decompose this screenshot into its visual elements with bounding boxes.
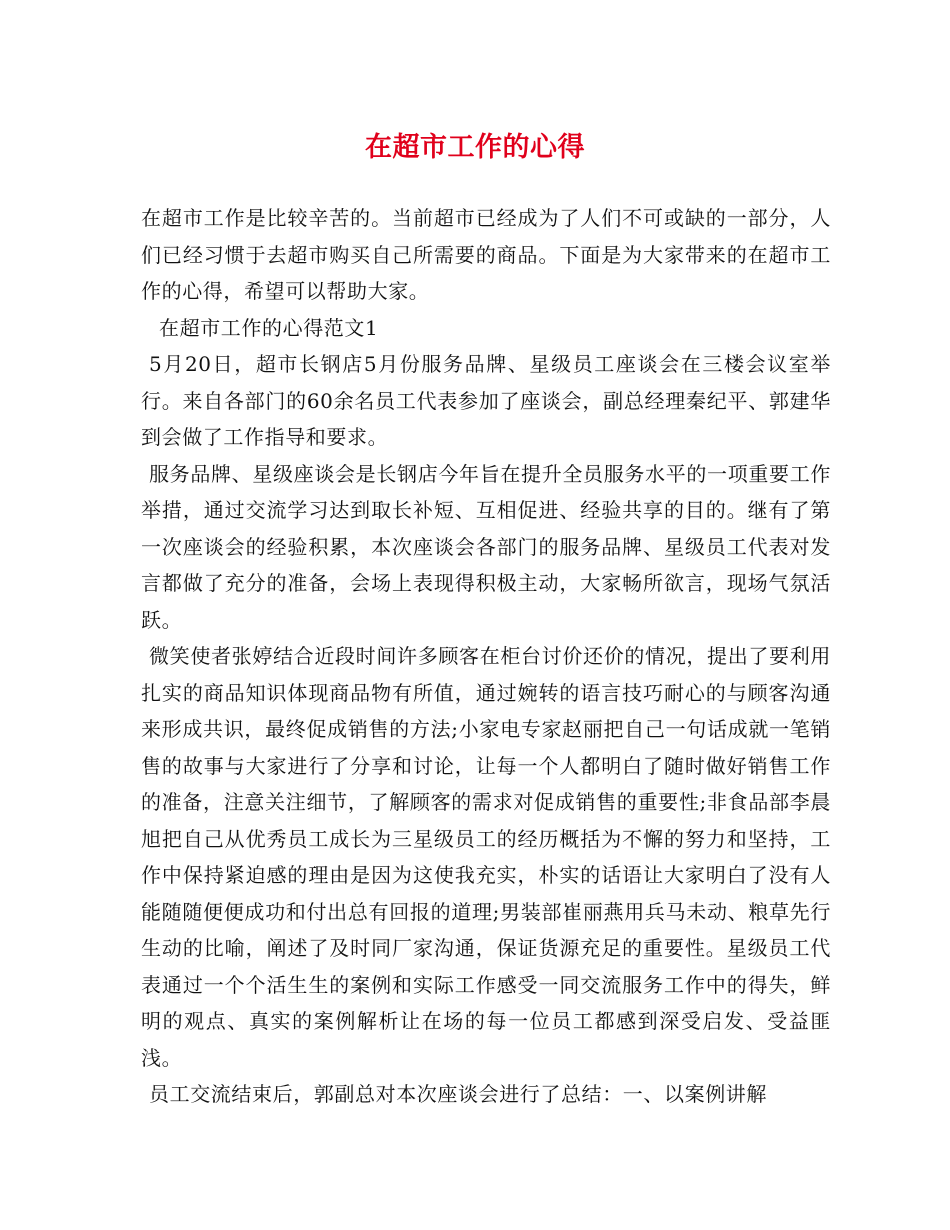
body-paragraph: 5月20日，超市长钢店5月份服务品牌、星级员工座谈会在三楼会议室举行。来自各部门的60余名员工代表参加了座谈会，副总经理秦纪平、郭建华到会做了工作指导和要求。 — [141, 352, 831, 449]
intro-paragraph: 在超市工作是比较辛苦的。当前超市已经成为了人们不可或缺的一部分，人们已经习惯于去超市购买自己所需要的商品。下面是为大家带来的在超市工作的心得，希望可以帮助大家。 — [141, 206, 831, 303]
section-heading: 在超市工作的心得范文1 — [159, 315, 379, 340]
body-paragraph: 员工交流结束后，郭副总对本次座谈会进行了总结：一、以案例讲解 — [149, 1082, 767, 1106]
document-title: 在超市工作的心得 — [365, 132, 585, 163]
document-body — [141, 200, 831, 1113]
body-paragraph: 微笑使者张婷结合近段时间许多顾客在柜台讨价还价的情况，提出了要利用扎实的商品知识体现商品物有所值，通过婉转的语言技巧耐心的与顾客沟通来形成共识，最终促成销售的方法;小家电专家赵丽把自己一句话成就一笔销售的故事与大家进行了分享和讨论，让每一个人都明白了随时做好销售工作的准备，注意关注细节，了解顾客的需求对促成销售的重要性;非食品部李晨旭把自己从优秀员工成长为三星级员工的经历概括为不懈的努力和坚持，工作中保持紧迫感的理由是因为这使我充实，朴实的话语让大家明白了没有人能随随便便成功和付出总有回报的道理;男装部崔丽燕用兵马未动、粮草先行生动的比喻，阐述了及时同厂家沟通，保证货源充足的重要性。星级员工代表通过一个个活生生的案例和实际工作感受一同交流服务工作中的得失，鲜明的观点、真实的案例解析让在场的每一位员工都感到深受启发、受益匪浅。 — [141, 644, 831, 1070]
body-paragraph: 服务品牌、星级座谈会是长钢店今年旨在提升全员服务水平的一项重要工作举措，通过交流学习达到取长补短、互相促进、经验共享的目的。继有了第一次座谈会的经验积累，本次座谈会各部门的服务品牌、星级员工代表对发言都做了充分的准备，会场上表现得积极主动，大家畅所欲言，现场气氛活跃。 — [141, 461, 831, 632]
